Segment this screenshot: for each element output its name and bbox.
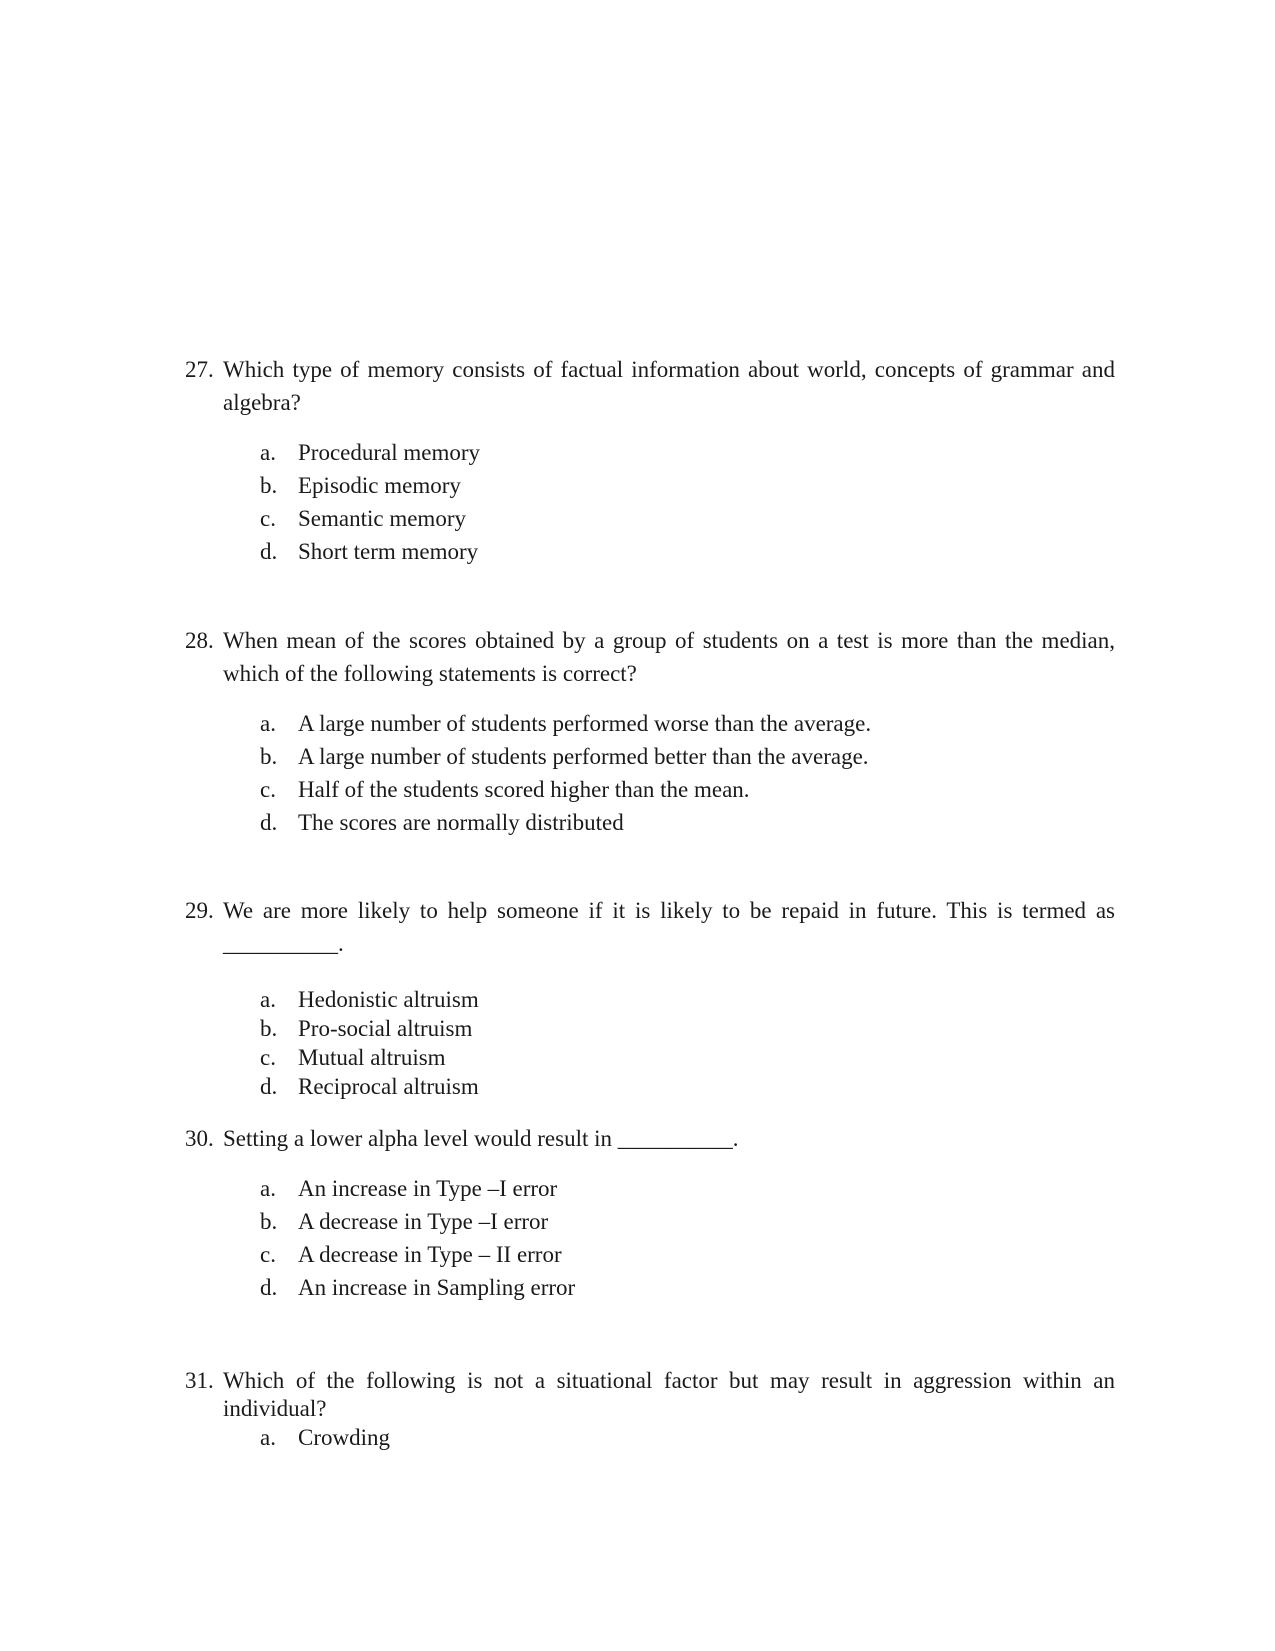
option-item [185, 1014, 1115, 1043]
option-letter: a. [260, 1176, 276, 1201]
option-text: Mutual altruism [298, 1045, 446, 1070]
option-text: A decrease in Type – II error [298, 1242, 562, 1267]
option-text: An increase in Type –I error [298, 1176, 558, 1201]
option-item [185, 1043, 1115, 1072]
option-letter: c. [260, 777, 276, 802]
question-29 [185, 894, 1115, 1101]
question-number: 27. [185, 357, 214, 382]
option-text: Pro-social altruism [298, 1016, 473, 1041]
option-text: An increase in Sampling error [298, 1275, 576, 1300]
question-number: 30. [185, 1126, 214, 1151]
option-text: Half of the students scored higher than the mean. [298, 777, 750, 802]
option-text: Hedonistic altruism [298, 987, 479, 1012]
question-28 [185, 624, 1115, 839]
option-text: Crowding [298, 1425, 390, 1450]
option-item [185, 806, 1115, 839]
option-text: A large number of students performed better than the average. [298, 744, 869, 769]
option-item [185, 773, 1115, 806]
option-letter: b. [260, 1209, 278, 1234]
option-item [185, 707, 1115, 740]
option-letter: d. [260, 1275, 278, 1300]
option-item [185, 1238, 1115, 1271]
option-letter: a. [260, 440, 276, 465]
option-list [185, 1423, 1115, 1453]
option-text: Procedural memory [298, 440, 481, 465]
question-number: 29. [185, 898, 214, 923]
option-item [185, 1423, 1115, 1453]
option-letter: d. [260, 539, 278, 564]
option-letter: c. [260, 1045, 276, 1070]
option-item [185, 469, 1115, 502]
option-item [185, 740, 1115, 773]
option-text: A decrease in Type –I error [298, 1209, 549, 1234]
option-list [185, 707, 1115, 839]
option-item [185, 1271, 1115, 1304]
option-list [185, 436, 1115, 568]
option-text: A large number of students performed worse than the average. [298, 711, 872, 736]
option-list [185, 985, 1115, 1101]
option-text: The scores are normally distributed [298, 810, 624, 835]
option-letter: d. [260, 810, 278, 835]
question-text: Which type of memory consists of factual information about world, concepts of grammar and algebra? [223, 357, 1115, 415]
question-number: 28. [185, 628, 214, 653]
question-stem [185, 624, 1115, 690]
option-item [185, 436, 1115, 469]
question-stem [185, 894, 1115, 960]
option-letter: b. [260, 1016, 278, 1041]
question-stem [185, 353, 1115, 419]
option-item [185, 985, 1115, 1014]
question-number: 31. [185, 1368, 214, 1393]
option-item [185, 1172, 1115, 1205]
option-list [185, 1172, 1115, 1304]
question-text: Setting a lower alpha level would result in __________. [223, 1126, 739, 1151]
option-text: Short term memory [298, 539, 479, 564]
option-text: Semantic memory [298, 506, 466, 531]
option-letter: b. [260, 744, 278, 769]
option-text: Episodic memory [298, 473, 461, 498]
option-item [185, 1072, 1115, 1101]
option-letter: a. [260, 711, 276, 736]
option-item [185, 535, 1115, 568]
option-letter: d. [260, 1074, 278, 1099]
option-letter: b. [260, 473, 278, 498]
question-stem [185, 1367, 1115, 1423]
option-text: Reciprocal altruism [298, 1074, 479, 1099]
option-letter: c. [260, 1242, 276, 1267]
question-31 [185, 1367, 1115, 1453]
question-text: When mean of the scores obtained by a group of students on a test is more than the median, which of the following statements is correct? [223, 628, 1115, 686]
question-30 [185, 1122, 1115, 1304]
option-item [185, 502, 1115, 535]
question-stem [185, 1122, 1115, 1155]
option-letter: a. [260, 1425, 276, 1450]
option-letter: c. [260, 506, 276, 531]
question-text: We are more likely to help someone if it is likely to be repaid in future. This is termed as __________. [223, 898, 1115, 956]
option-item [185, 1205, 1115, 1238]
question-text: Which of the following is not a situational factor but may result in aggression within an individual? [223, 1368, 1115, 1421]
option-letter: a. [260, 987, 276, 1012]
question-27 [185, 353, 1115, 568]
